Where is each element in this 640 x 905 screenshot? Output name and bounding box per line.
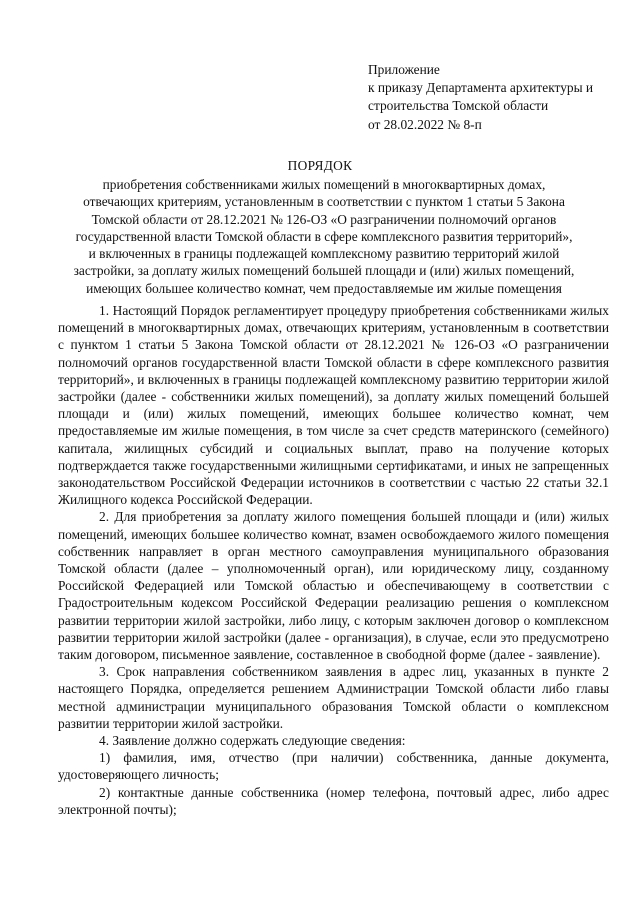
paragraph-4: 4. Заявление должно содержать следующие сведения: bbox=[99, 733, 406, 749]
paragraph-1: 1. Настоящий Порядок регламентирует процедуру приобретения собственниками жилых помещений в многоквартирных домах, отвечающих критериям, установленным в соответствии с пунктом 1 статьи 5 Закона Томской области от 28.12.2021 № 126-ОЗ «О разграничении полномочий органов государственной власти Томской области в сфере комплексного развития территорий», и включенных в границы подлежащей комплексному развитию территории жилой застройки (далее - собственники жилых помещений), за доплату жилых помещений большей площади и (или) жилых помещений, имеющих большее количество комнат, чем предоставляемые им жилые помещения, в том числе за счет средств материнского (семейного) капитала, жилищных субсидий и социальных выплат, право на получение которых подтверждается также государственными жилищными сертификатами, и иных не запрещенных законодательством Российской Федерации источников в соответствии с частью 22 статьи 32.1 Жилищного кодекса Российской Федерации. bbox=[58, 303, 609, 508]
subtitle-line: и включенных в границы подлежащей комплексному развитию территорий жилой bbox=[88, 246, 560, 262]
appendix-line-4: от 28.02.2022 № 8-п bbox=[368, 116, 482, 132]
subtitle-line: государственной власти Томской области в сфере комплексного развития территорий», bbox=[75, 228, 573, 244]
subtitle-line: имеющих большее количество комнат, чем предоставляемые им жилые помещения bbox=[86, 280, 562, 296]
appendix-line-3: строительства Томской области bbox=[368, 98, 549, 114]
appendix-line-1: Приложение bbox=[368, 62, 440, 77]
subtitle-line: отвечающих критериям, установленным в соответствии с пунктом 1 статьи 5 Закона bbox=[83, 194, 565, 210]
paragraph-4-item-2: 2) контактные данные собственника (номер телефона, почтовый адрес, либо адрес электронной почты); bbox=[58, 784, 609, 817]
document-subtitle bbox=[64, 176, 584, 297]
document-body bbox=[58, 302, 609, 818]
document-title: ПОРЯДОК bbox=[287, 158, 353, 173]
subtitle-line: Томской области от 28.12.2021 № 126-ОЗ «О разграничении полномочий органов bbox=[91, 211, 557, 227]
appendix-block bbox=[368, 61, 618, 134]
paragraph-4-item-1: 1) фамилия, имя, отчество (при наличии) собственника, данные документа, удостоверяющего личность; bbox=[58, 750, 609, 783]
subtitle-line: приобретения собственниками жилых помещений в многоквартирных домах, bbox=[102, 177, 546, 192]
paragraph-2: 2. Для приобретения за доплату жилого помещения большей площади и (или) жилых помещений, имеющих большее количество комнат, взамен освобождаемого жилого помещения собственник направляет в орган местного самоуправления муниципального образования Томской области (далее – уполномоченный орган), или юридическому лицу, созданному Российской Федерацией или Томской областью и обеспечивающему в соответствии с Градостроительным кодексом Российской Федерации реализацию решения о комплексном развитии территории жилой застройки, либо лицу, с которым заключен договор о комплексном развитии территории жилой застройки (далее - организация), в случае, если это предусмотрено таким договором, письменное заявление, составленное в свободной форме (далее - заявление). bbox=[58, 509, 609, 663]
paragraph-3: 3. Срок направления собственником заявления в адрес лиц, указанных в пункте 2 настоящего Порядка, определяется решением Администрации Томской области либо главы местной администрации муниципального образования Томской области о комплексном развитии территории жилой застройки. bbox=[58, 664, 609, 731]
appendix-line-2: к приказу Департамента архитектуры и bbox=[368, 80, 594, 96]
subtitle-line: застройки, за доплату жилых помещений большей площади и (или) жилых помещений, bbox=[73, 263, 575, 279]
